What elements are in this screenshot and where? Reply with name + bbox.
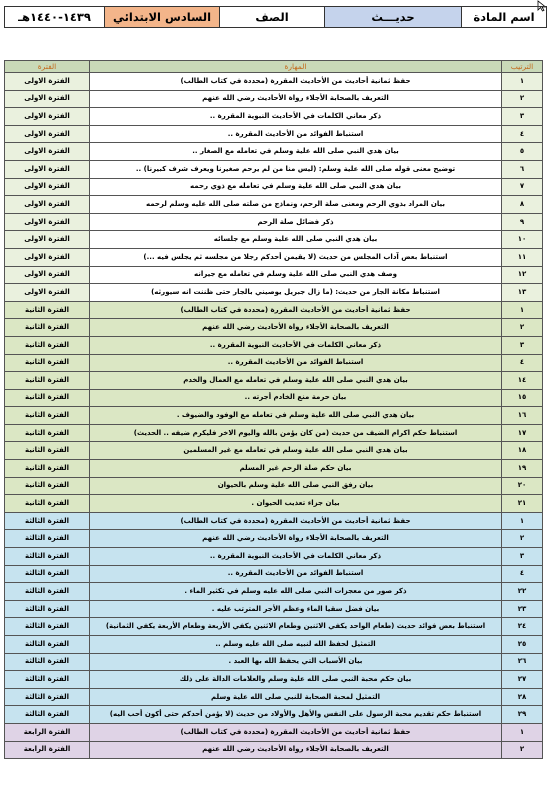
order-cell: ٥ [502,143,543,161]
skill-cell: ذكر معاني الكلمات في الأحاديث النبوية المقررة .. [90,108,502,126]
table-row [5,266,543,284]
subject-value: حديـــث [325,7,462,28]
period-cell: الفترة الثانية [5,460,90,478]
table-body [5,73,543,759]
order-cell: ١ [502,301,543,319]
order-cell: ٤ [502,565,543,583]
period-cell: الفترة الثانية [5,495,90,513]
period-cell: الفترة الاولى [5,284,90,302]
order-cell: ٢٧ [502,671,543,689]
period-cell: الفترة الثالثة [5,600,90,618]
skill-cell: استنباط الفوائد من الأحاديث المقررة .. [90,354,502,372]
period-cell: الفترة الاولى [5,90,90,108]
period-cell: الفترة الثالثة [5,636,90,654]
period-cell: الفترة الاولى [5,213,90,231]
order-cell: ٢١ [502,495,543,513]
class-value: السادس الابتدائي [105,7,220,28]
period-cell: الفترة الثانية [5,301,90,319]
order-cell: ٤ [502,125,543,143]
order-cell: ٨ [502,196,543,214]
order-cell: ١٦ [502,407,543,425]
table-row [5,653,543,671]
skill-cell: توضيح معنى قوله صلى الله علية وسلم: (ليس منا من لم يرحم صغيرنا ويعرف شرف كبيرنا) .. [90,160,502,178]
period-cell: الفترة الثانية [5,319,90,337]
table-row [5,178,543,196]
table-row [5,424,543,442]
subject-label: اسم المادة [462,7,547,28]
skill-cell: بيان هدي النبي صلى الله علية وسلم في تعامله مع ذوي رحمه [90,178,502,196]
header-table [4,6,547,28]
skill-cell: حفظ ثمانية أحاديث من الأحاديث المقررة (محددة في كتاب الطالب) [90,723,502,741]
order-cell: ٢٦ [502,653,543,671]
order-cell: ٦ [502,160,543,178]
period-cell: الفترة الثانية [5,407,90,425]
order-cell: ٢٥ [502,636,543,654]
table-row [5,688,543,706]
table-header-row [5,61,543,73]
period-cell: الفترة الثالثة [5,565,90,583]
table-row [5,389,543,407]
skill-cell: استنباط بعض فوائد حديث (طعام الواحد يكفي الاثنين وطعام الاثنين يكفي الأربعة وطعام الأربعة يكفي الثمانية) [90,618,502,636]
skill-cell: حفظ ثمانية أحاديث من الأحاديث المقررة (محددة في كتاب الطالب) [90,73,502,91]
skill-cell: وصف هدي النبي صلى الله علية وسلم في تعامله مع جيرانه [90,266,502,284]
skill-cell: حفظ ثمانية أحاديث من الأحاديث المقررة (محددة في كتاب الطالب) [90,301,502,319]
table-row [5,108,543,126]
order-cell: ١ [502,73,543,91]
skill-cell: استنباط حكم اكرام الضيف من حديث (من كان يؤمن بالله واليوم الاخر فليكرم ضيفه .. الحديث) [90,424,502,442]
order-cell: ٧ [502,178,543,196]
period-cell: الفترة الرابعة [5,741,90,759]
period-cell: الفترة الاولى [5,196,90,214]
skill-cell: التعريف بالصحابة الأجلاء رواة الأحاديث رضي الله عنهم [90,319,502,337]
skill-cell: بيان حكم صلة الرحم غير المسلم [90,460,502,478]
table-row [5,600,543,618]
order-column-header: الترتيب [502,61,543,73]
period-cell: الفترة الثانية [5,372,90,390]
table-row [5,284,543,302]
skill-cell: ذكر معاني الكلمات في الأحاديث النبوية المقررة .. [90,548,502,566]
table-row [5,248,543,266]
table-row [5,618,543,636]
period-cell: الفترة الثالثة [5,583,90,601]
skill-cell: استنباط مكانة الجار من حديث: (ما زال جبريل يوصيني بالجار حتى ظننت انه سيورثه) [90,284,502,302]
order-cell: ٩ [502,213,543,231]
period-cell: الفترة الثانية [5,424,90,442]
table-row [5,90,543,108]
period-cell: الفترة الاولى [5,125,90,143]
table-row [5,548,543,566]
period-cell: الفترة الثانية [5,442,90,460]
order-cell: ٢ [502,741,543,759]
skill-cell: بيان المراد بذوي الرحم ومعنى صلة الرحم، ونماذج من صلته صلى الله عليه وسلم لرحمه [90,196,502,214]
table-row [5,442,543,460]
order-cell: ٢٩ [502,706,543,724]
order-cell: ٣ [502,548,543,566]
order-cell: ٢٢ [502,583,543,601]
order-cell: ١٠ [502,231,543,249]
skill-cell: استنباط الفوائد من الأحاديث المقررة .. [90,565,502,583]
table-row [5,723,543,741]
table-row [5,231,543,249]
order-cell: ١٥ [502,389,543,407]
skill-cell: بيان هدي النبي صلى الله علية وسلم في تعامله مع العمال والخدم [90,372,502,390]
table-row [5,741,543,759]
table-row [5,407,543,425]
period-cell: الفترة الثالثة [5,653,90,671]
period-cell: الفترة الثالثة [5,548,90,566]
order-cell: ١٧ [502,424,543,442]
skill-cell: ذكر صور من معجزات النبي صلى الله عليه وسلم في تكثير الماء . [90,583,502,601]
period-cell: الفترة الثانية [5,354,90,372]
order-cell: ٢ [502,319,543,337]
order-cell: ٢٨ [502,688,543,706]
order-cell: ١ [502,512,543,530]
period-cell: الفترة الثانية [5,336,90,354]
skill-cell: التمثيل لحفظ الله لنبيه صلى الله عليه وسلم .. [90,636,502,654]
table-row [5,460,543,478]
skill-cell: بيان هدي النبي صلى الله علية وسلم في تعامله مع الصغار .. [90,143,502,161]
order-cell: ٢ [502,530,543,548]
order-cell: ١١ [502,248,543,266]
period-cell: الفترة الرابعة [5,723,90,741]
table-row [5,73,543,91]
order-cell: ٢ [502,90,543,108]
skill-cell: بيان جزاء تعذيب الحيوان . [90,495,502,513]
period-column-header: الفترة [5,61,90,73]
order-cell: ٢٣ [502,600,543,618]
skill-cell: استنباط بعض آداب المجلس من حديث (لا يقيمن أحدكم رجلا من مجلسه ثم يجلس فيه ...) [90,248,502,266]
skill-cell: بيان فضل سقيا الماء وعظم الأجر المترتب عليه . [90,600,502,618]
period-cell: الفترة الاولى [5,266,90,284]
order-cell: ١٤ [502,372,543,390]
period-cell: الفترة الثانية [5,477,90,495]
period-cell: الفترة الثانية [5,389,90,407]
skill-cell: استنباط حكم تقديم محبة الرسول على النفس والأهل والأولاد من حديث (لا يؤمن أحدكم حتى أكون أحب اليه) [90,706,502,724]
table-row [5,372,543,390]
class-label: الصف [220,7,325,28]
skill-cell: بيان الأسباب التي يحفظ الله بها العبد . [90,653,502,671]
period-cell: الفترة الاولى [5,143,90,161]
table-row [5,706,543,724]
skill-cell: بيان هدي النبي صلى الله علية وسلم في تعامله مع غير المسلمين [90,442,502,460]
skill-cell: استنباط الفوائد من الأحاديث المقررة .. [90,125,502,143]
period-cell: الفترة الاولى [5,73,90,91]
order-cell: ١٨ [502,442,543,460]
table-row [5,671,543,689]
period-cell: الفترة الثالثة [5,618,90,636]
table-row [5,636,543,654]
skill-cell: بيان هدي النبي صلى الله علية وسلم مع جلسائه [90,231,502,249]
period-cell: الفترة الاولى [5,160,90,178]
table-row [5,565,543,583]
period-cell: الفترة الاولى [5,178,90,196]
skill-cell: التعريف بالصحابة الأجلاء رواة الأحاديث رضي الله عنهم [90,90,502,108]
skill-cell: التعريف بالصحابة الأجلاء رواة الأحاديث رضي الله عنهم [90,530,502,548]
period-cell: الفترة الاولى [5,108,90,126]
period-cell: الفترة الاولى [5,248,90,266]
order-cell: ١٣ [502,284,543,302]
table-row [5,336,543,354]
skill-cell: بيان رفق النبي صلى الله علية وسلم بالحيوان [90,477,502,495]
order-cell: ١٢ [502,266,543,284]
table-row [5,530,543,548]
skill-cell: ذكر معاني الكلمات في الأحاديث النبوية المقررة .. [90,336,502,354]
table-row [5,160,543,178]
table-row [5,512,543,530]
table-row [5,143,543,161]
order-cell: ١ [502,723,543,741]
skill-cell: التعريف بالصحابة الأجلاء رواة الأحاديث رضي الله عنهم [90,741,502,759]
order-cell: ٣ [502,108,543,126]
table-row [5,354,543,372]
skill-cell: حفظ ثمانية أحاديث من الأحاديث المقررة (محددة في كتاب الطالب) [90,512,502,530]
table-row [5,125,543,143]
table-row [5,213,543,231]
period-cell: الفترة الثالثة [5,671,90,689]
order-cell: ٢٤ [502,618,543,636]
period-cell: الفترة الثالثة [5,512,90,530]
skill-cell: بيان حرمة منع الخادم أجرته .. [90,389,502,407]
table-row [5,196,543,214]
period-cell: الفترة الاولى [5,231,90,249]
skill-cell: بيان حكم محبة النبي صلى الله علية وسلم والعلامات الدالة على ذلك [90,671,502,689]
table-row [5,319,543,337]
order-cell: ١٩ [502,460,543,478]
skill-cell: ذكر فضائل صلة الرحم [90,213,502,231]
order-cell: ٣ [502,336,543,354]
table-row [5,583,543,601]
period-cell: الفترة الثالثة [5,530,90,548]
order-cell: ٤ [502,354,543,372]
order-cell: ٢٠ [502,477,543,495]
skill-cell: بيان هدي النبي صلى الله علية وسلم في تعامله مع الوفود والضيوف . [90,407,502,425]
period-cell: الفترة الثالثة [5,706,90,724]
skill-cell: التمثيل لمحبة الصحابة للنبي صلى الله علية وسلم [90,688,502,706]
academic-year: ١٤٣٩-١٤٤٠هـ [5,7,105,28]
skill-column-header: المهارة [90,61,502,73]
table-row [5,301,543,319]
period-cell: الفترة الثالثة [5,688,90,706]
skills-table [4,60,543,759]
table-row [5,477,543,495]
table-row [5,495,543,513]
